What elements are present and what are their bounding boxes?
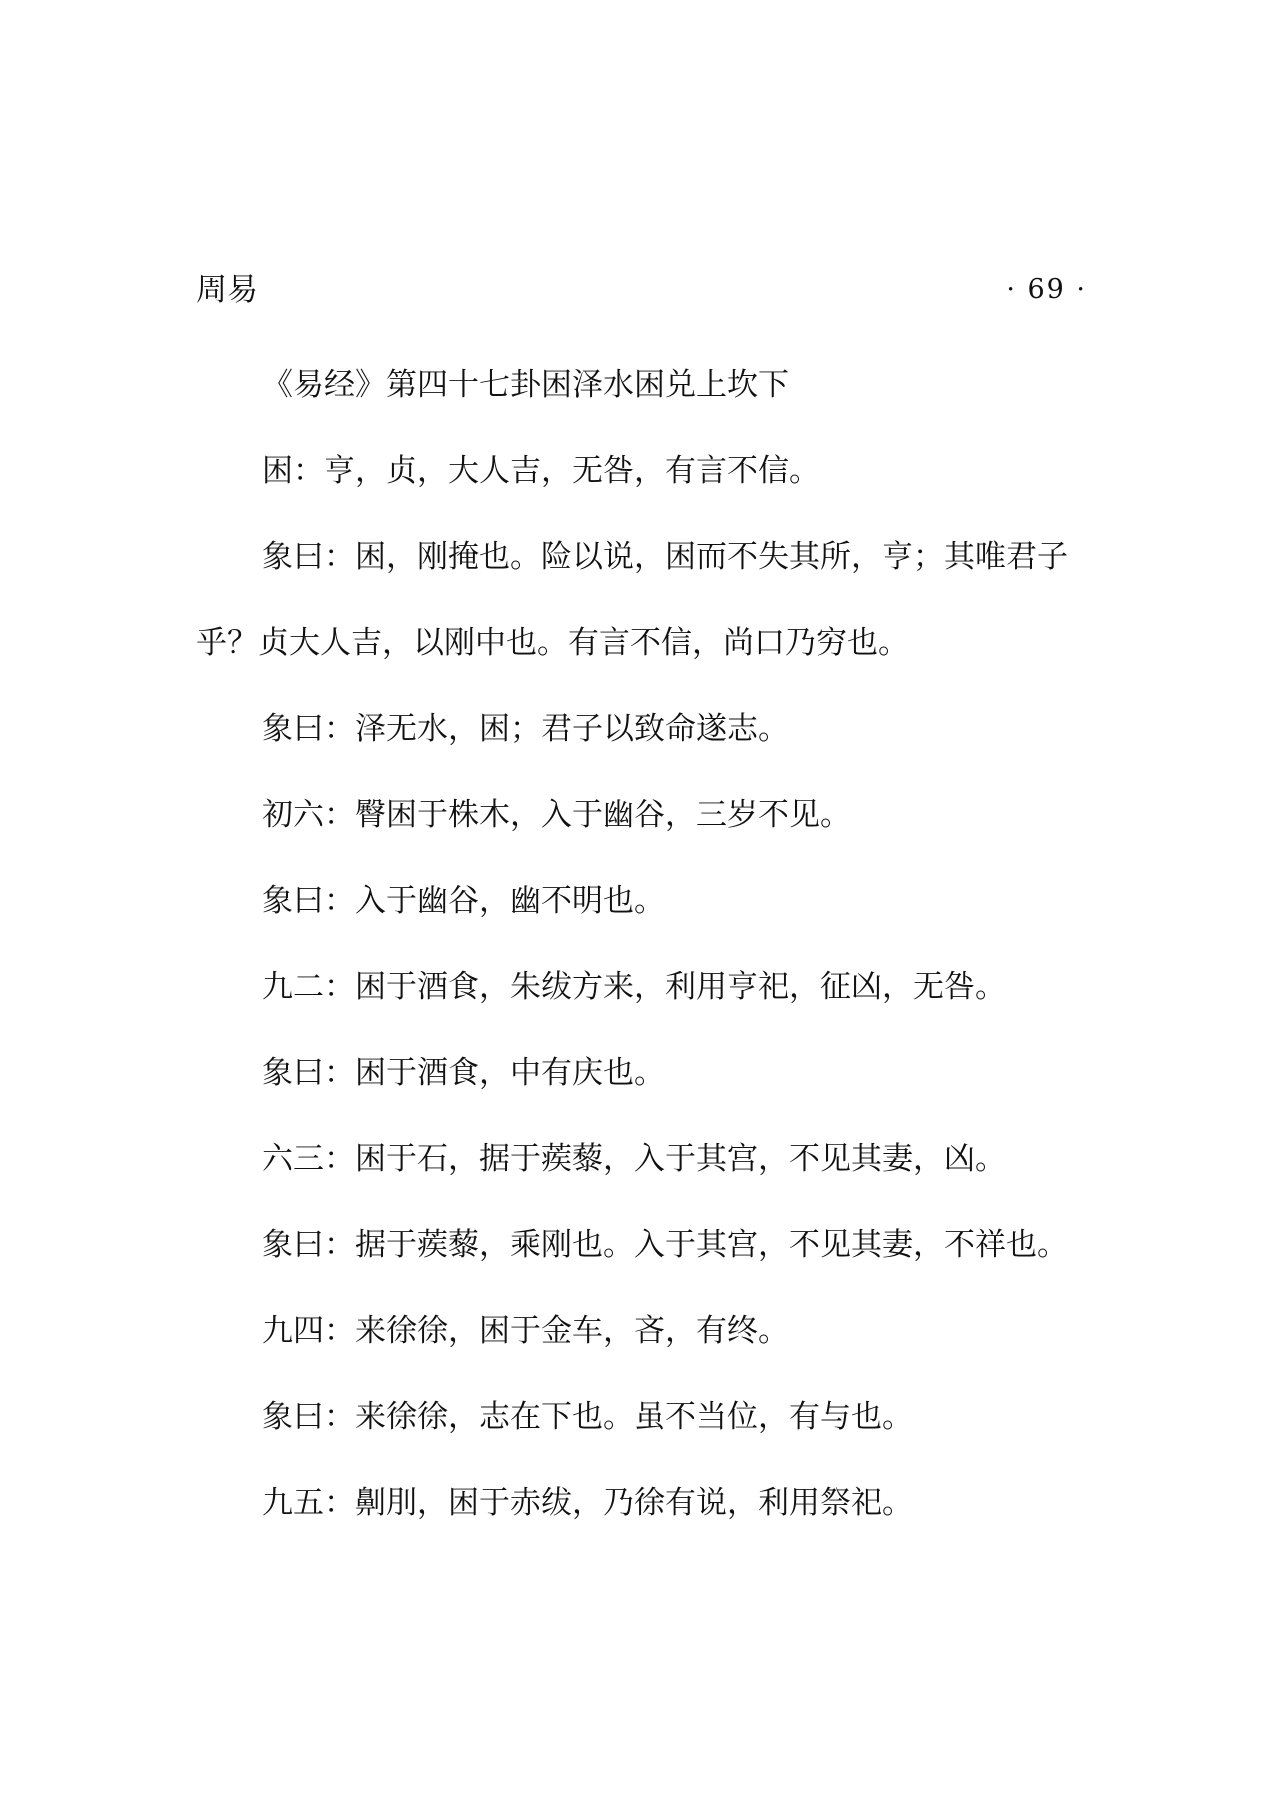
book-title: 周易 <box>196 272 258 308</box>
judgment-text: 困：亨，贞，大人吉，无咎，有言不信。 <box>262 453 820 489</box>
line-text-5: 九五：劓刖，困于赤绂，乃徐有说，利用祭祀。 <box>262 1485 913 1521</box>
tuan-commentary: 象曰：困，刚掩也。险以说，困而不失其所，亨；其唯君子乎？贞大人吉，以刚中也。有言不信，尚口乃穷也。 <box>196 539 1068 661</box>
line-text-4: 九四：来徐徐，困于金车，吝，有终。 <box>262 1313 789 1349</box>
page-header <box>196 268 1087 312</box>
line-commentary-3: 象曰：据于蒺藜，乘刚也。入于其宫，不见其妻，不祥也。 <box>262 1227 1068 1263</box>
line-text-2: 九二：困于酒食，朱绂方来，利用亨祀，征凶，无咎。 <box>262 969 1006 1005</box>
hexagram-heading: 《易经》第四十七卦困泽水困兑上坎下 <box>262 367 789 403</box>
line-commentary-4: 象曰：来徐徐，志在下也。虽不当位，有与也。 <box>262 1399 913 1435</box>
page-number: · 69 · <box>1006 274 1087 305</box>
line-text-1: 初六：臀困于株木，入于幽谷，三岁不见。 <box>262 797 851 833</box>
line-text-3: 六三：困于石，据于蒺藜，入于其宫，不见其妻，凶。 <box>262 1141 1006 1177</box>
page-body <box>196 342 1106 1546</box>
line-commentary-2: 象曰：困于酒食，中有庆也。 <box>262 1055 665 1091</box>
line-commentary-1: 象曰：入于幽谷，幽不明也。 <box>262 883 665 919</box>
image-commentary: 象曰：泽无水，困；君子以致命遂志。 <box>262 711 789 747</box>
